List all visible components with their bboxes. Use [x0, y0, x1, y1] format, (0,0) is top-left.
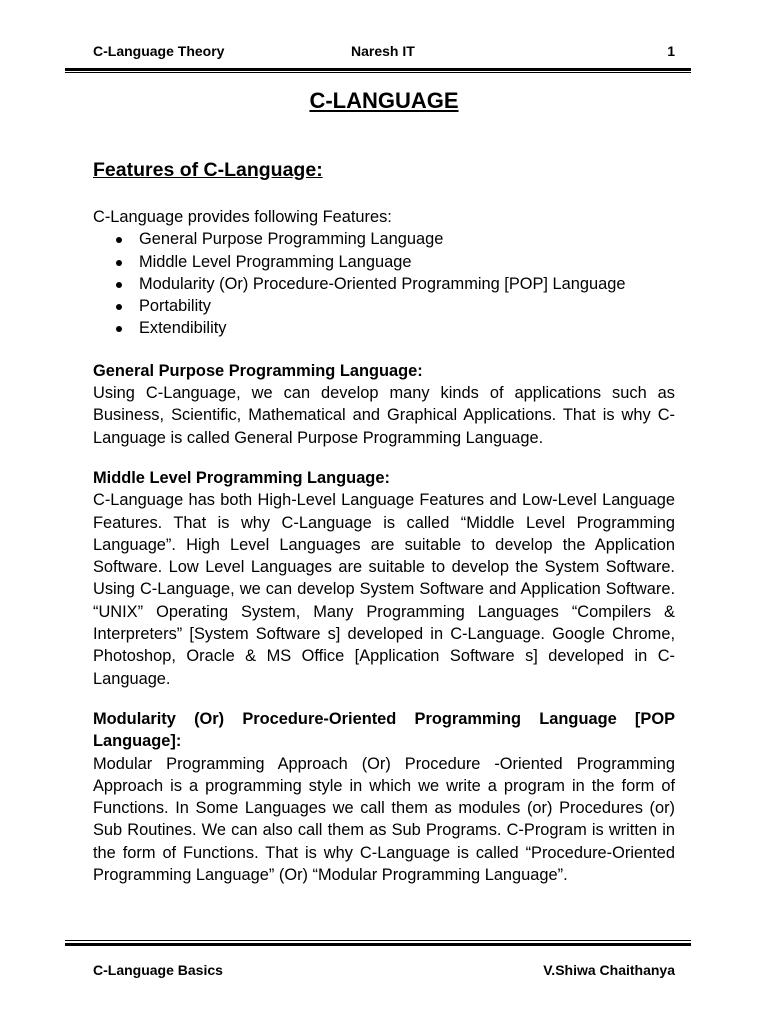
section-heading-general-purpose: General Purpose Programming Language: [93, 361, 423, 380]
header-divider [65, 68, 691, 73]
footer-subject: C-Language Basics [93, 962, 223, 978]
features-list-item: Modularity (Or) Procedure-Oriented Programming [POP] Language [139, 273, 675, 295]
footer-divider [65, 940, 691, 946]
section-body-modularity: Modular Programming Approach (Or) Procedure -Oriented Programming Approach is a programming style in which we write a program in the form of Functions. In Some Languages we call them as modules (or) Procedures (or) Sub Routines. We can also call them as Sub Programs. C-Program is written in the form of Functions. That is why C-Language is called “Procedure-Oriented Programming Language” (Or) “Modular Programming Language”. [93, 754, 675, 885]
features-intro: C-Language provides following Features: [93, 208, 392, 226]
features-list [93, 228, 675, 339]
features-list-item: Middle Level Programming Language [139, 251, 675, 273]
features-list-item: Extendibility [139, 317, 675, 339]
header-page-number: 1 [667, 43, 675, 59]
section-body-general-purpose: Using C-Language, we can develop many kinds of applications such as Business, Scientific, Mathematical and Graphical Applications. That is why C-Language is called General Purpose Programming Language. [93, 384, 675, 447]
page-header [93, 43, 675, 63]
header-document-title: C-Language Theory [93, 43, 225, 59]
features-heading: Features of C-Language: [93, 159, 323, 181]
footer-author: V.Shiwa Chaithanya [543, 962, 675, 978]
features-list-item: Portability [139, 295, 675, 317]
page-content [93, 156, 675, 886]
header-organization: Naresh IT [351, 43, 415, 59]
section-heading-modularity: Modularity (Or) Procedure-Oriented Programming Language [POP Language]: [93, 709, 675, 751]
section-heading-middle-level: Middle Level Programming Language: [93, 468, 390, 487]
page-footer [93, 962, 675, 982]
section-body-middle-level: C-Language has both High-Level Language Features and Low-Level Language Features. That is why C-Language is called “Middle Level Programming Language”. High Level Languages are suitable to develop the Application Software. Low Level Languages are suitable to develop the System Software. Using C-Language, we can develop System Software and Application Software. “UNIX” Operating System, Many Programming Languages “Compilers & Interpreters” [System Software s] developed in C-Language. Google Chrome, Photoshop, Oracle & MS Office [Application Software s] developed in C-Language. [93, 491, 675, 688]
page-title: C-LANGUAGE [309, 88, 459, 113]
features-list-item: General Purpose Programming Language [139, 228, 675, 250]
